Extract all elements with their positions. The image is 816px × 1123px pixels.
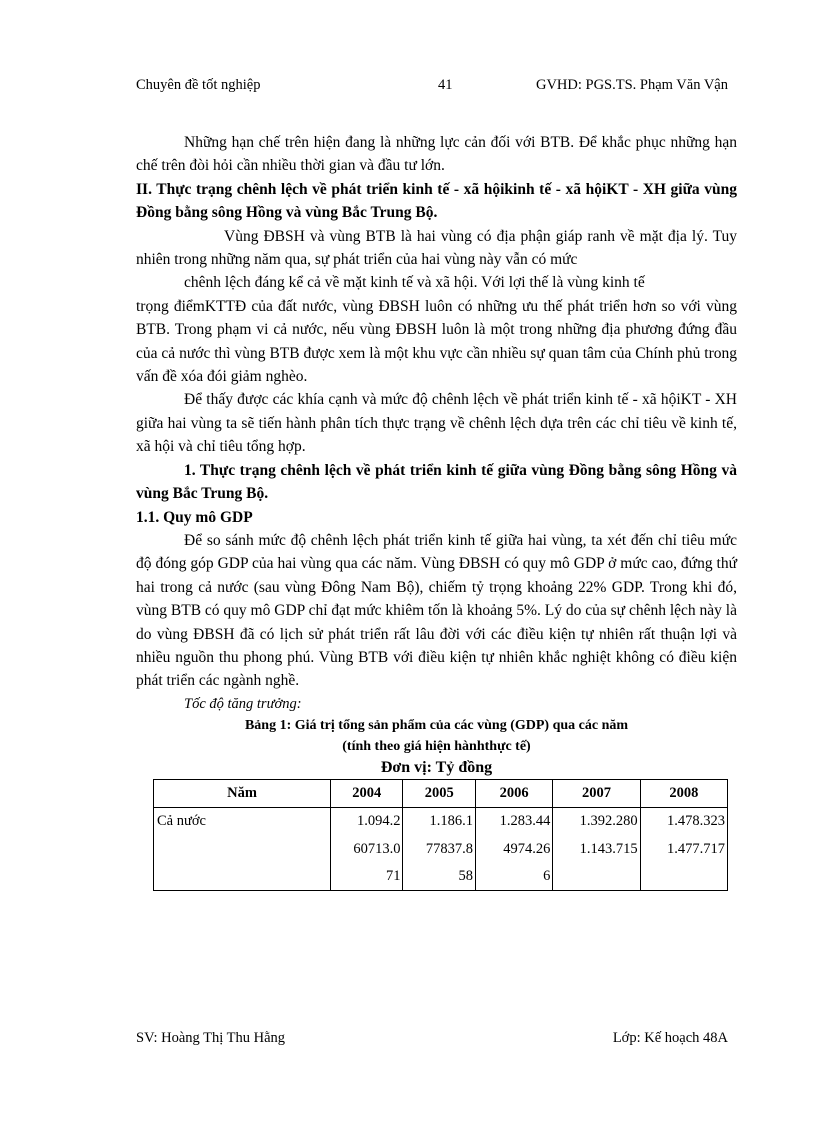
table-cell: 1.186.1 [403,808,475,836]
header-cell-year: Năm [154,779,331,807]
table-cell: 1.477.717 [640,836,727,863]
table-unit: Đơn vị: Tỷ đồng [380,758,493,776]
header-cell: 2006 [475,779,552,807]
document-body [136,131,737,891]
table-header-row [154,779,728,807]
header-title: Chuyên đề tốt nghiệp [136,77,261,93]
table-title: Bảng 1: Giá trị tổng sản phẩm của các vùng (GDP) qua các năm [244,717,629,733]
section-heading-ii: II. Thực trạng chênh lệch về phát triển kinh tế - xã hộikinh tế - xã hộiKT - XH giữa vùng Đồng bằng sông Hồng và vùng Bắc Trung Bộ. [136,180,737,222]
table-row [154,808,728,836]
header-advisor: GVHD: PGS.TS. Phạm Văn Vận [535,77,728,93]
table-cell: 1.283.44 [475,808,552,836]
page-number: 41 [438,77,453,93]
table-cell: 77837.8 [403,836,475,863]
paragraph-limitations: Những hạn chế trên hiện đang là những lực cản đối với BTB. Để khắc phục những hạn chế trên đòi hỏi cần nhiều thời gian và đầu tư lớn. [136,134,737,175]
table-cell: 1.478.323 [640,808,727,836]
page-header [136,77,728,97]
gdp-table [153,779,728,892]
growth-label: Tốc độ tăng trưởng: [184,695,302,712]
table-cell: 4974.26 [475,836,552,863]
table-cell: 6 [475,863,552,891]
footer-student: SV: Hoàng Thị Thu Hằng [136,1030,286,1046]
header-cell: 2005 [403,779,475,807]
table-subtitle: (tính theo giá hiện hànhthực tế) [342,738,531,754]
header-cell: 2008 [640,779,727,807]
section-heading-1-1: 1.1. Quy mô GDP [136,508,253,526]
header-cell: 2004 [331,779,403,807]
table-cell [640,863,727,891]
footer-class: Lớp: Kế hoạch 48A [612,1030,728,1046]
table-cell: 1.094.2 [331,808,403,836]
header-cell: 2007 [553,779,640,807]
paragraph-regions-b: chênh lệch đáng kể cả về mặt kinh tế và xã hội. Với lợi thế là vùng kinh tế [184,274,645,292]
paragraph-regions-a: Vùng ĐBSH và vùng BTB là hai vùng có địa phận giáp ranh về mặt địa lý. Tuy nhiên trong những năm qua, sự phát triển của hai vùng này vẫn có mức [136,227,737,269]
table-cell: 1.143.715 [553,836,640,863]
paragraph-regions-c: trọng điểmKTTĐ của đất nước, vùng ĐBSH luôn có những ưu thế phát triển hơn so với vùng BTB. Trong phạm vi cả nước, nếu vùng ĐBSH luôn là một trong những địa phương đứng đầu của cả nước thì vùng BTB được xem là một khu vực cần nhiều sự quan tâm của Chính phủ trong vấn đề xóa đói giảm nghèo. [136,297,737,386]
table-cell: 58 [403,863,475,891]
table-cell: 71 [331,863,403,891]
table-cell: 1.392.280 [553,808,640,836]
table-cell: 60713.0 [331,836,403,863]
paragraph-analysis: Để thấy được các khía cạnh và mức độ chênh lệch về phát triển kinh tế - xã hộiKT - XH giữa hai vùng ta sẽ tiến hành phân tích thực trạng về chênh lệch dựa trên các chỉ tiêu về kinh tế, xã hội và chỉ tiêu tổng hợp. [136,391,737,456]
section-heading-1: 1. Thực trạng chênh lệch về phát triển kinh tế giữa vùng Đồng bằng sông Hồng và vùng Bắc Trung Bộ. [136,461,737,503]
row-label: Cả nước [154,808,331,891]
table-cell [553,863,640,891]
paragraph-gdp: Để so sánh mức độ chênh lệch phát triển kinh tế giữa hai vùng, ta xét đến chỉ tiêu mức độ đóng góp GDP của hai vùng qua các năm. Vùng ĐBSH có quy mô GDP ở mức cao, đứng thứ hai trong cả nước (sau vùng Đông Nam Bộ), chiếm tỷ trọng khoảng 22% GDP. Trong khi đó, vùng BTB có quy mô GDP chỉ đạt mức khiêm tốn là khoảng 5%. Lý do của sự chênh lệch này là do vùng ĐBSH đã có lịch sử phát triển rất lâu đời với các điều kiện tự nhiên rất thuận lợi và nhiều nguồn thu phong phú. Vùng BTB với điều kiện tự nhiên khắc nghiệt không có điều kiện phát triển các ngành nghề. [136,531,737,690]
